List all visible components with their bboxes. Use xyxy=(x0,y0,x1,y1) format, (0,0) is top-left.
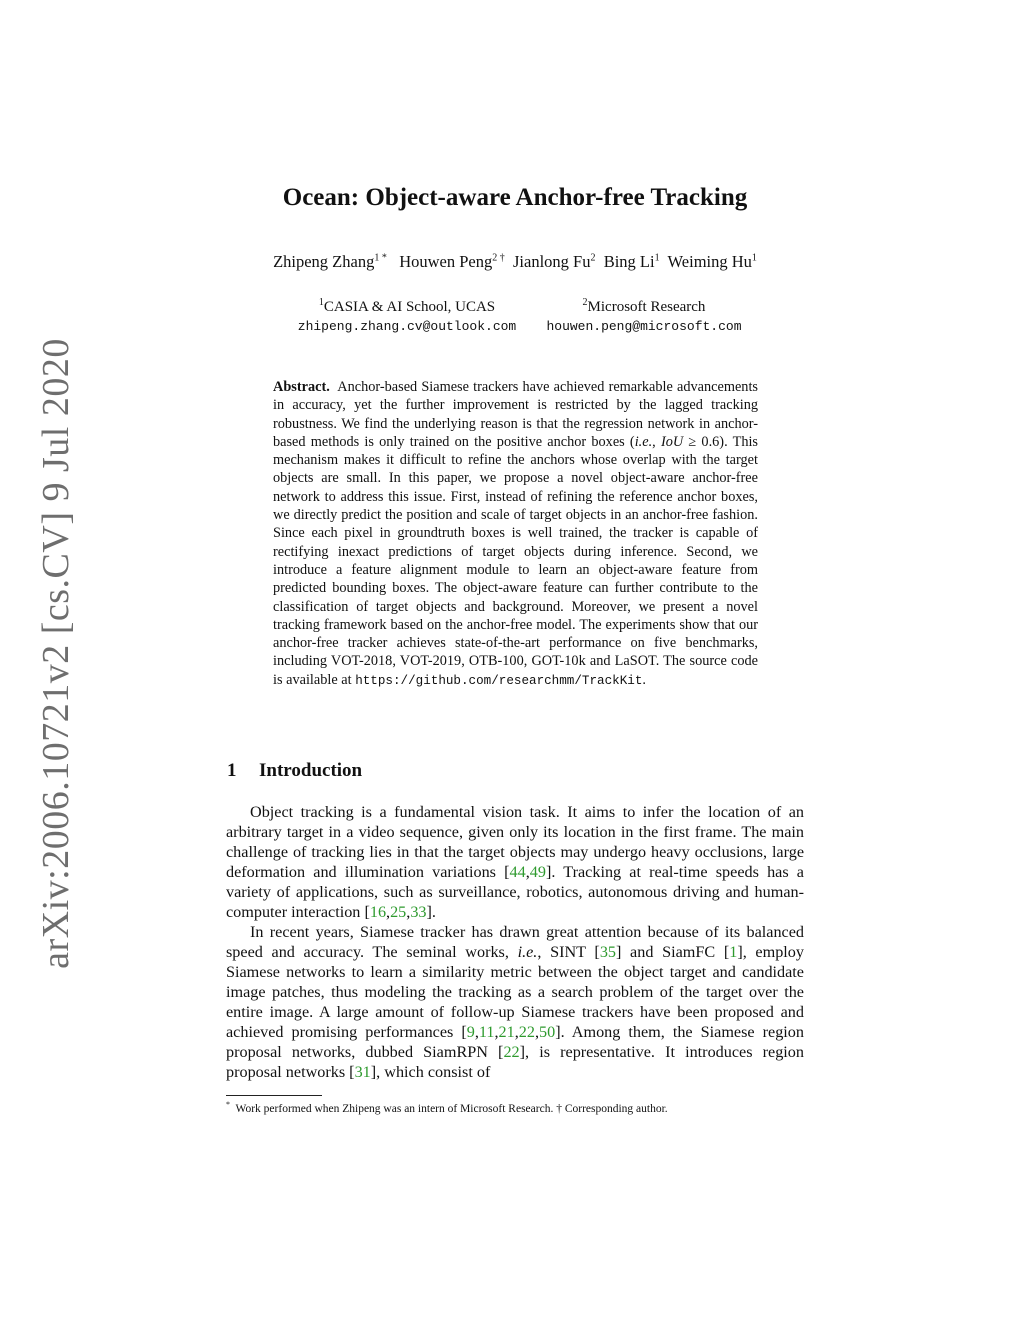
author-email: zhipeng.zhang.cv@outlook.com xyxy=(297,319,517,334)
citation-link[interactable]: 16 xyxy=(369,903,387,921)
affiliation-name: CASIA & AI School, UCAS xyxy=(323,299,496,315)
citation-link[interactable]: 50 xyxy=(539,1023,556,1041)
paragraph-text: ]. Among them, the Siamese region proposal networks, dubbed SiamRPN [ xyxy=(226,1023,804,1061)
source-code-link[interactable]: https://github.com/researchmm/TrackKit xyxy=(355,673,643,688)
paragraph: Object tracking is a fundamental vision task. It aims to infer the location of an arbitrary target in a video sequence, given only its location in the first frame. The main challenge of tracking lies in that the target objects may undergo heavy occlusions, large deformation and illumination variations [44,49]. Tracking at real-time speeds has a variety of applications, such as surveillance, robotics, autonomous driving and human-computer interaction [16,25,33]. xyxy=(226,803,804,921)
author-name: Jianlong Fu xyxy=(512,252,591,271)
paragraph-text: i.e. xyxy=(517,943,538,961)
author-marker: 1 * xyxy=(374,252,387,264)
author-name: Houwen Peng xyxy=(399,252,493,271)
author-list xyxy=(0,252,1024,272)
abstract-text: ≥ 0.6). This mechanism makes it difficult to refine the anchors whose overlap with the target objects are small. In this paper, we propose a novel object-aware anchor-free network to address this issue. First, instead of refining the reference anchor boxes, we directly predict the position and scale of target objects in an anchor-free fashion. Since each pixel in groundtruth boxes is well trained, the tracker is capable of rectifying inexact predictions of target objects during inference. Second, we introduce a feature alignment module to learn an object-aware feature from predicted bounding boxes. The object-aware feature can further contribute to the classification of target objects and background. Moreover, we present a novel tracking framework based on the anchor-free model. The experiments show that our anchor-free tracker achieves state-of-the-art performance on five benchmarks, including VOT-2018, VOT-2019, OTB-100, GOT-10k and LaSOT. The source code is available at xyxy=(273,433,759,688)
citation-link[interactable]: 31 xyxy=(354,1063,371,1081)
abstract-label: Abstract. xyxy=(273,379,330,395)
author-email: houwen.peng@microsoft.com xyxy=(546,319,742,334)
paragraph-text: ] and SiamFC [ xyxy=(616,943,730,961)
abstract-text: . xyxy=(642,671,646,688)
paragraph: In recent years, Siamese tracker has drawn great attention because of its balanced speed and accuracy. The seminal works, i.e., SINT [35] and SiamFC [1], employ Siamese networks to learn a similarity metric between the object target and candidate image patches, thus modeling the tracking as a search problem of the target over the entire image. A large amount of follow-up Siamese trackers have been proposed and achieved promising performances [9,11,21,22,50]. Among them, the Siamese region proposal networks, dubbed SiamRPN [22], is representative. It introduces region proposal networks [31], which consist of xyxy=(226,923,804,1081)
citation-link[interactable]: 11 xyxy=(478,1023,495,1041)
author-marker: 1 xyxy=(751,252,757,264)
footnote-text: Work performed when Zhipeng was an intern of Microsoft Research. † Corresponding author. xyxy=(235,1102,668,1115)
author-marker: 2 † xyxy=(492,252,505,264)
paper-title: Ocean: Object-aware Anchor-free Tracking xyxy=(282,184,748,211)
author-marker: 2 xyxy=(590,252,596,264)
abstract xyxy=(273,378,758,690)
citation-link[interactable]: 9 xyxy=(466,1023,475,1041)
citation-link[interactable]: 22 xyxy=(503,1043,520,1061)
abstract-text: Anchor-based Siamese trackers have achieved remarkable advancements in accuracy, yet the further improvement is restricted by the lagged tracking robustness. We find the underlying reason is that the regression network in anchor-based methods is only trained on the positive anchor boxes ( xyxy=(273,379,758,450)
paragraph-text: , SINT [ xyxy=(537,943,600,961)
paragraph-text: ], is representative. It introduces region proposal networks [ xyxy=(226,1043,804,1081)
citation-link[interactable]: 1 xyxy=(729,943,738,961)
affiliation-marker: 2 xyxy=(582,297,588,308)
arxiv-identifier-text: arXiv:2006.10721v2 [cs.CV] 9 Jul 2020 xyxy=(35,338,77,969)
section-number: 1 xyxy=(227,760,237,781)
affiliation-name: Microsoft Research xyxy=(587,299,706,315)
author-name: Bing Li xyxy=(603,252,655,271)
author-marker: 1 xyxy=(654,252,660,264)
citation-link[interactable]: 21 xyxy=(498,1023,515,1041)
footnote xyxy=(226,1097,826,1117)
paragraph-text: Object tracking is a fundamental vision task. It aims to infer the location of an arbitrary target in a video sequence, given only its location in the first frame. The main challenge of tracking lies in that the target objects may undergo heavy occlusions, large deformation and illumination variations [ xyxy=(226,803,804,881)
author-name: Weiming Hu xyxy=(667,252,752,271)
abstract-text: i.e. xyxy=(634,433,653,450)
section-title: Introduction xyxy=(259,760,363,781)
citation-link[interactable]: 49 xyxy=(529,863,546,881)
footnote-marker: * xyxy=(226,1100,230,1109)
citation-link[interactable]: 25 xyxy=(390,903,407,921)
abstract-text: , xyxy=(652,433,661,450)
citation-link[interactable]: 44 xyxy=(509,863,526,881)
paragraph-text: In recent years, Siamese tracker has drawn great attention because of its balanced speed and accuracy. The seminal works, xyxy=(226,923,804,961)
citation-link[interactable]: 35 xyxy=(599,943,616,961)
introduction-body xyxy=(226,802,804,1082)
affiliation-marker: 1 xyxy=(318,297,324,308)
affiliation-2 xyxy=(533,293,755,337)
paragraph-text: ], which consist of xyxy=(370,1063,491,1081)
citation-link[interactable]: 33 xyxy=(410,903,427,921)
paragraph-text: ], employ Siamese networks to learn a similarity metric between the object target and candidate image patches, thus modeling the tracking as a search problem of the target over the entire image. A large amount of follow-up Siamese trackers have been proposed and achieved promising performances [ xyxy=(226,943,804,1041)
footnote-divider xyxy=(226,1095,322,1096)
affiliation-1 xyxy=(275,293,539,337)
section-heading xyxy=(227,760,362,782)
paragraph-text: ]. xyxy=(426,903,436,921)
citation-link[interactable]: 22 xyxy=(518,1023,535,1041)
paragraph-text: ]. Tracking at real-time speeds has a variety of applications, such as surveillance, robotics, autonomous driving and human-computer interaction [ xyxy=(226,863,804,921)
abstract-text: IoU xyxy=(660,433,684,450)
author-name: Zhipeng Zhang xyxy=(273,252,375,271)
